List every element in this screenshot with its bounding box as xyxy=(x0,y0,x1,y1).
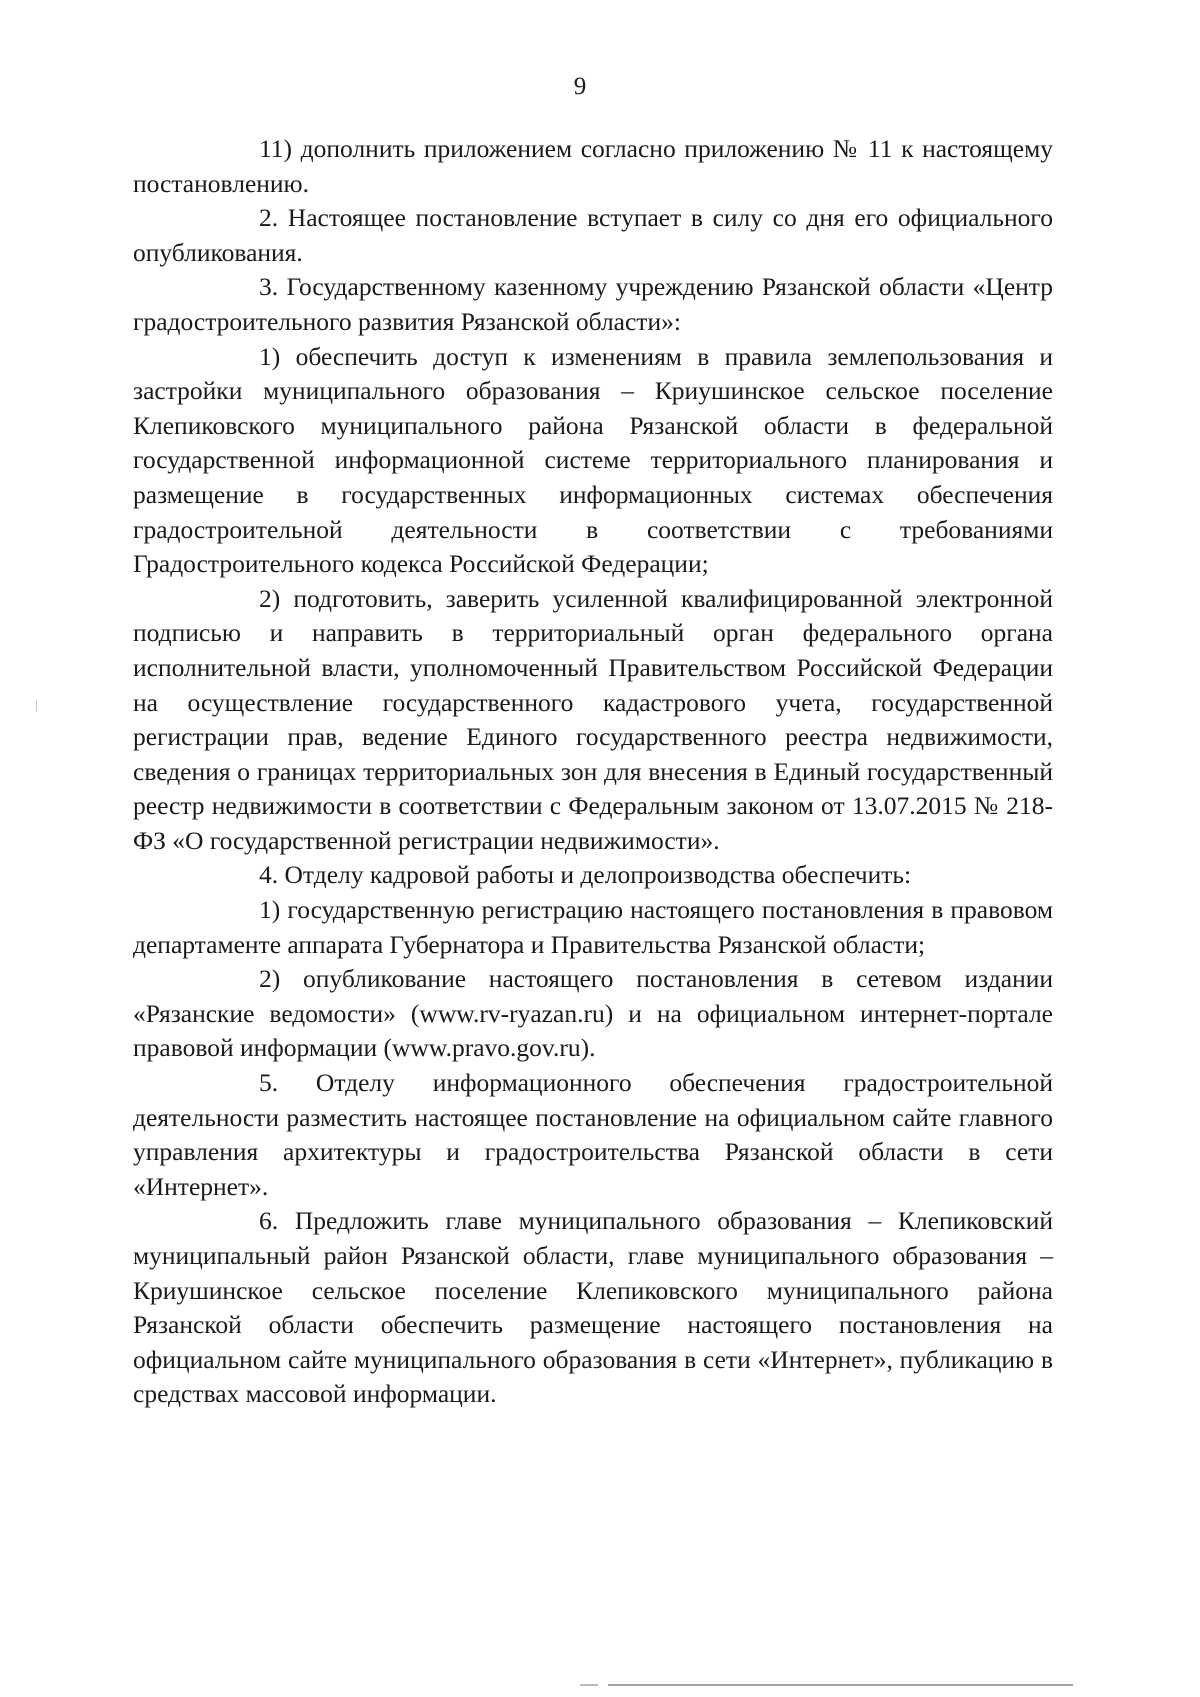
paragraph-number: 4. xyxy=(259,860,279,890)
paragraph-number: 5. xyxy=(259,1068,279,1098)
paragraph-clause-3-item-1 xyxy=(133,340,1053,582)
paragraph-clause-5 xyxy=(133,1066,1053,1204)
paragraph-number: 2) xyxy=(259,583,281,613)
document-body xyxy=(133,132,1053,1412)
paragraph-clause-3-item-2 xyxy=(133,582,1053,859)
scan-artifact-line xyxy=(608,1684,1073,1686)
paragraph-clause-2 xyxy=(133,201,1053,270)
paragraph-number: 11) xyxy=(259,134,293,163)
paragraph-text: Предложить главе муниципального образования – Клепиковский муниципальный район Рязанской области, главе муниципального образования – Криушинское сельское поселение Клепиковского муниципального района Рязанской области обеспечить размещение настоящего постановления на официальном сайте муниципального образования в сети «Интернет», публикацию в средствах массовой информации. xyxy=(133,1206,1053,1409)
paragraph-text: Настоящее постановление вступает в силу со дня его официального опубликования. xyxy=(133,203,1053,267)
paragraph-clause-4-item-1 xyxy=(133,893,1053,962)
paragraph-number: 1) xyxy=(259,895,281,925)
scan-artifact-mark xyxy=(36,700,37,712)
paragraph-text: Отделу кадровой работы и делопроизводства обеспечить: xyxy=(284,860,912,890)
page-number: 9 xyxy=(573,73,587,100)
paragraph-number: 6. xyxy=(259,1206,279,1236)
paragraph-text: государственную регистрацию настоящего постановления в правовом департаменте аппарата Губернатора и Правительства Рязанской области; xyxy=(133,895,1053,959)
paragraph-clause-4-item-2 xyxy=(133,962,1053,1066)
paragraph-text: Государственному казенному учреждению Рязанской области «Центр градостроительного развития Рязанской области»: xyxy=(133,272,1054,336)
paragraph-item-11 xyxy=(133,132,1053,201)
paragraph-number: 3. xyxy=(259,272,279,302)
scan-artifact-dash xyxy=(580,1684,598,1686)
paragraph-clause-6 xyxy=(133,1204,1053,1412)
paragraph-text: Отделу информационного обеспечения градостроительной деятельности разместить настоящее постановление на официальном сайте главного управления архитектуры и градостроительства Рязанской области в сети «Интернет». xyxy=(133,1068,1053,1201)
paragraph-text: подготовить, заверить усиленной квалифицированной электронной подписью и направить в территориальный орган федерального органа исполнительной власти, уполномоченный Правительством Российской Федерации на осуществление государственного кадастрового учета, государственной регистрации прав, ведение Единого государственного реестра недвижимости, сведения о границах территориальных зон для внесения в Единый государственный реестр недвижимости в соответствии с Федеральным законом от 13.07.2015 № 218-ФЗ «О государственной регистрации недвижимости». xyxy=(133,583,1054,855)
paragraph-number: 2. xyxy=(259,203,279,233)
paragraph-text: дополнить приложением согласно приложению № 11 к настоящему постановлению. xyxy=(133,134,1054,198)
paragraph-number: 1) xyxy=(259,341,281,371)
paragraph-text: обеспечить доступ к изменениям в правила землепользования и застройки муниципального образования – Криушинское сельское поселение Клепиковского муниципального района Рязанской области в федеральной государственной информационной системе территориального планирования и размещение в государственных информационных системах обеспечения градостроительной деятельности в соответствии с требованиями Градостроительного кодекса Российской Федерации; xyxy=(133,341,1053,579)
paragraph-clause-4 xyxy=(133,858,1053,893)
paragraph-clause-3 xyxy=(133,270,1053,339)
paragraph-text: опубликование настоящего постановления в сетевом издании «Рязанские ведомости» (www.rv-ryazan.ru) и на официальном интернет-портале правовой информации (www.pravo.gov.ru). xyxy=(133,964,1054,1063)
paragraph-number: 2) xyxy=(259,964,281,994)
